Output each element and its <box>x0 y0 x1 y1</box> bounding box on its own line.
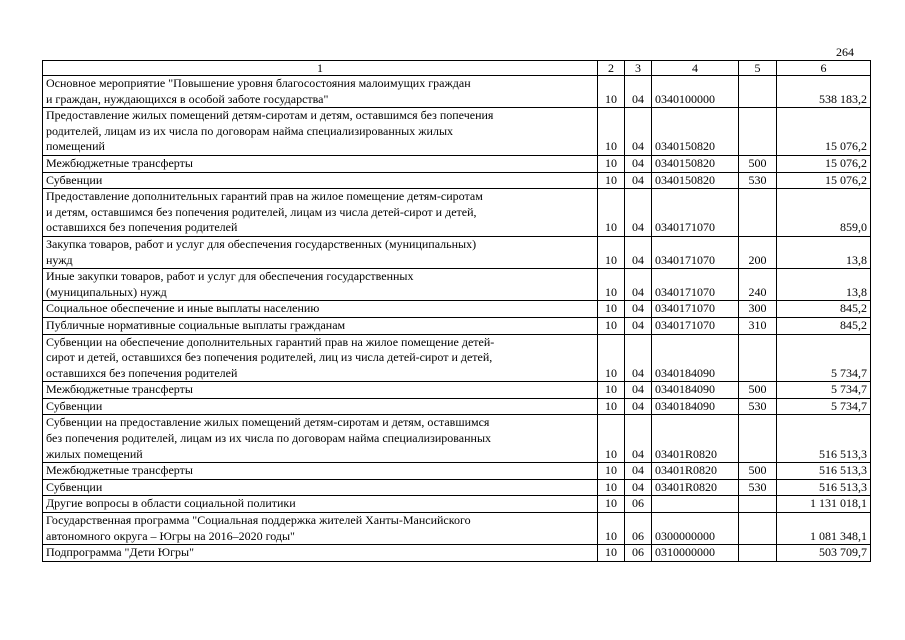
target-code-cell: 0340150820 <box>652 172 739 189</box>
subsection-cell: 04 <box>625 236 652 268</box>
table-row <box>43 172 871 189</box>
target-code-cell: 0340171070 <box>652 269 739 301</box>
expense-type-cell <box>739 334 777 382</box>
row-name-cell <box>43 415 598 463</box>
page-number: 264 <box>836 45 854 59</box>
target-code-cell: 0340150820 <box>652 155 739 172</box>
row-name-line: нужд <box>46 252 73 267</box>
expense-type-cell <box>739 415 777 463</box>
amount-cell: 15 076,2 <box>777 172 871 189</box>
target-code-cell: 03401R0820 <box>652 479 739 496</box>
section-cell: 10 <box>598 108 625 156</box>
section-cell: 10 <box>598 317 625 334</box>
expense-type-cell: 530 <box>739 398 777 415</box>
table-row <box>43 463 871 480</box>
subsection-cell: 04 <box>625 189 652 237</box>
row-name-cell <box>43 76 598 108</box>
row-name-cell <box>43 382 598 399</box>
expense-type-cell <box>739 496 777 513</box>
section-cell: 10 <box>598 76 625 108</box>
row-name-line: помещений <box>46 139 105 154</box>
table-row <box>43 189 871 237</box>
subsection-cell: 04 <box>625 415 652 463</box>
row-name-line: Другие вопросы в области социальной политики <box>46 496 296 511</box>
row-name-cell <box>43 463 598 480</box>
row-name-line: Государственная программа "Социальная поддержка жителей Ханты-Мансийского <box>46 513 471 528</box>
target-code-cell: 0340184090 <box>652 382 739 399</box>
header-cell-3: 3 <box>625 61 652 76</box>
table-row <box>43 155 871 172</box>
header-cell-6: 6 <box>777 61 871 76</box>
amount-cell: 538 183,2 <box>777 76 871 108</box>
target-code-cell: 0340171070 <box>652 317 739 334</box>
budget-table <box>42 60 871 562</box>
amount-cell: 5 734,7 <box>777 334 871 382</box>
row-name-cell <box>43 513 598 545</box>
row-name-cell <box>43 496 598 513</box>
row-name-cell <box>43 398 598 415</box>
amount-cell: 516 513,3 <box>777 479 871 496</box>
subsection-cell: 04 <box>625 76 652 108</box>
row-name-line: Субвенции <box>46 398 103 413</box>
row-name-cell <box>43 334 598 382</box>
row-name-line: Основное мероприятие "Повышение уровня благосостояния малоимущих граждан <box>46 76 471 90</box>
target-code-cell: 0340184090 <box>652 398 739 415</box>
amount-cell: 503 709,7 <box>777 545 871 562</box>
expense-type-cell <box>739 189 777 237</box>
table-row <box>43 398 871 415</box>
subsection-cell: 04 <box>625 317 652 334</box>
target-code-cell: 0340184090 <box>652 334 739 382</box>
row-name-line: (муниципальных) нужд <box>46 284 167 299</box>
section-cell: 10 <box>598 301 625 318</box>
row-name-line: Иные закупки товаров, работ и услуг для обеспечения государственных <box>46 269 414 284</box>
amount-cell: 5 734,7 <box>777 398 871 415</box>
table-row <box>43 269 871 301</box>
row-name-line: без попечения родителей, лицам из их числа по договорам найма специализированных <box>46 431 492 446</box>
section-cell: 10 <box>598 513 625 545</box>
expense-type-cell: 500 <box>739 155 777 172</box>
subsection-cell: 04 <box>625 479 652 496</box>
subsection-cell: 04 <box>625 398 652 415</box>
row-name-cell <box>43 189 598 237</box>
target-code-cell <box>652 496 739 513</box>
expense-type-cell <box>739 545 777 562</box>
section-cell: 10 <box>598 415 625 463</box>
header-cell-1: 1 <box>43 61 598 76</box>
table-row <box>43 301 871 318</box>
section-cell: 10 <box>598 463 625 480</box>
row-name-line: и детям, оставшимся без попечения родителей, лицам из числа детей-сирот и детей, <box>46 204 477 219</box>
subsection-cell: 04 <box>625 172 652 189</box>
section-cell: 10 <box>598 236 625 268</box>
table-row <box>43 76 871 108</box>
table-row <box>43 317 871 334</box>
target-code-cell: 0340171070 <box>652 236 739 268</box>
row-name-cell <box>43 108 598 156</box>
section-cell: 10 <box>598 172 625 189</box>
subsection-cell: 06 <box>625 545 652 562</box>
table-row <box>43 236 871 268</box>
row-name-line: Закупка товаров, работ и услуг для обеспечения государственных (муниципальных) <box>46 236 477 251</box>
row-name-line: Подпрограмма "Дети Югры" <box>46 545 194 560</box>
table-row <box>43 415 871 463</box>
section-cell: 10 <box>598 382 625 399</box>
section-cell: 10 <box>598 545 625 562</box>
row-name-line: Социальное обеспечение и иные выплаты населению <box>46 301 320 316</box>
amount-cell: 15 076,2 <box>777 155 871 172</box>
row-name-line: Предоставление жилых помещений детям-сиротам и детям, оставшимся без попечения <box>46 108 494 123</box>
row-name-line: автономного округа – Югры на 2016–2020 годы" <box>46 528 295 543</box>
table-row <box>43 545 871 562</box>
subsection-cell: 04 <box>625 108 652 156</box>
table-row <box>43 513 871 545</box>
target-code-cell: 0340100000 <box>652 76 739 108</box>
amount-cell: 516 513,3 <box>777 415 871 463</box>
amount-cell: 5 734,7 <box>777 382 871 399</box>
row-name-cell <box>43 301 598 318</box>
amount-cell: 845,2 <box>777 301 871 318</box>
row-name-line: и граждан, нуждающихся в особой заботе государства" <box>46 91 329 106</box>
subsection-cell: 06 <box>625 513 652 545</box>
section-cell: 10 <box>598 334 625 382</box>
amount-cell: 859,0 <box>777 189 871 237</box>
header-cell-5: 5 <box>739 61 777 76</box>
table-row <box>43 479 871 496</box>
amount-cell: 15 076,2 <box>777 108 871 156</box>
header-cell-4: 4 <box>652 61 739 76</box>
row-name-line: родителей, лицам из их числа по договорам найма специализированных жилых <box>46 123 454 138</box>
row-name-cell <box>43 269 598 301</box>
expense-type-cell: 530 <box>739 172 777 189</box>
target-code-cell: 0340150820 <box>652 108 739 156</box>
row-name-line: Субвенции на предоставление жилых помещений детям-сиротам и детям, оставшимся <box>46 415 490 430</box>
row-name-line: Субвенции <box>46 479 103 494</box>
table-row <box>43 496 871 513</box>
expense-type-cell: 200 <box>739 236 777 268</box>
row-name-line: Публичные нормативные социальные выплаты гражданам <box>46 317 346 332</box>
row-name-line: Предоставление дополнительных гарантий прав на жилое помещение детям-сиротам <box>46 189 483 204</box>
expense-type-cell: 300 <box>739 301 777 318</box>
subsection-cell: 04 <box>625 334 652 382</box>
amount-cell: 13,8 <box>777 269 871 301</box>
table-row <box>43 382 871 399</box>
expense-type-cell: 240 <box>739 269 777 301</box>
amount-cell: 845,2 <box>777 317 871 334</box>
target-code-cell: 03401R0820 <box>652 415 739 463</box>
row-name-cell <box>43 545 598 562</box>
row-name-line: Субвенции <box>46 172 103 187</box>
section-cell: 10 <box>598 398 625 415</box>
subsection-cell: 04 <box>625 463 652 480</box>
table-body <box>43 76 871 562</box>
target-code-cell: 0340171070 <box>652 189 739 237</box>
amount-cell: 13,8 <box>777 236 871 268</box>
row-name-line: сирот и детей, оставшихся без попечения родителей, лиц из числа детей-сирот и детей, <box>46 350 493 365</box>
subsection-cell: 04 <box>625 269 652 301</box>
header-row <box>43 61 871 76</box>
row-name-cell <box>43 236 598 268</box>
row-name-cell <box>43 172 598 189</box>
row-name-line: Субвенции на обеспечение дополнительных гарантий прав на жилое помещение детей- <box>46 334 495 349</box>
table-row <box>43 108 871 156</box>
expense-type-cell: 500 <box>739 382 777 399</box>
row-name-line: Межбюджетные трансферты <box>46 463 193 478</box>
target-code-cell: 0310000000 <box>652 545 739 562</box>
expense-type-cell: 530 <box>739 479 777 496</box>
row-name-line: Межбюджетные трансферты <box>46 155 193 170</box>
section-cell: 10 <box>598 269 625 301</box>
row-name-line: жилых помещений <box>46 446 143 461</box>
amount-cell: 516 513,3 <box>777 463 871 480</box>
subsection-cell: 04 <box>625 301 652 318</box>
section-cell: 10 <box>598 496 625 513</box>
expense-type-cell <box>739 108 777 156</box>
expense-type-cell: 500 <box>739 463 777 480</box>
expense-type-cell <box>739 513 777 545</box>
table-row <box>43 334 871 382</box>
row-name-cell <box>43 317 598 334</box>
expense-type-cell: 310 <box>739 317 777 334</box>
header-cell-2: 2 <box>598 61 625 76</box>
target-code-cell: 0300000000 <box>652 513 739 545</box>
amount-cell: 1 081 348,1 <box>777 513 871 545</box>
expense-type-cell <box>739 76 777 108</box>
row-name-cell <box>43 155 598 172</box>
section-cell: 10 <box>598 479 625 496</box>
row-name-cell <box>43 479 598 496</box>
row-name-line: оставшихся без попечения родителей <box>46 365 238 380</box>
subsection-cell: 06 <box>625 496 652 513</box>
section-cell: 10 <box>598 189 625 237</box>
row-name-line: оставшихся без попечения родителей <box>46 220 238 235</box>
subsection-cell: 04 <box>625 155 652 172</box>
section-cell: 10 <box>598 155 625 172</box>
target-code-cell: 03401R0820 <box>652 463 739 480</box>
subsection-cell: 04 <box>625 382 652 399</box>
row-name-line: Межбюджетные трансферты <box>46 382 193 397</box>
amount-cell: 1 131 018,1 <box>777 496 871 513</box>
target-code-cell: 0340171070 <box>652 301 739 318</box>
